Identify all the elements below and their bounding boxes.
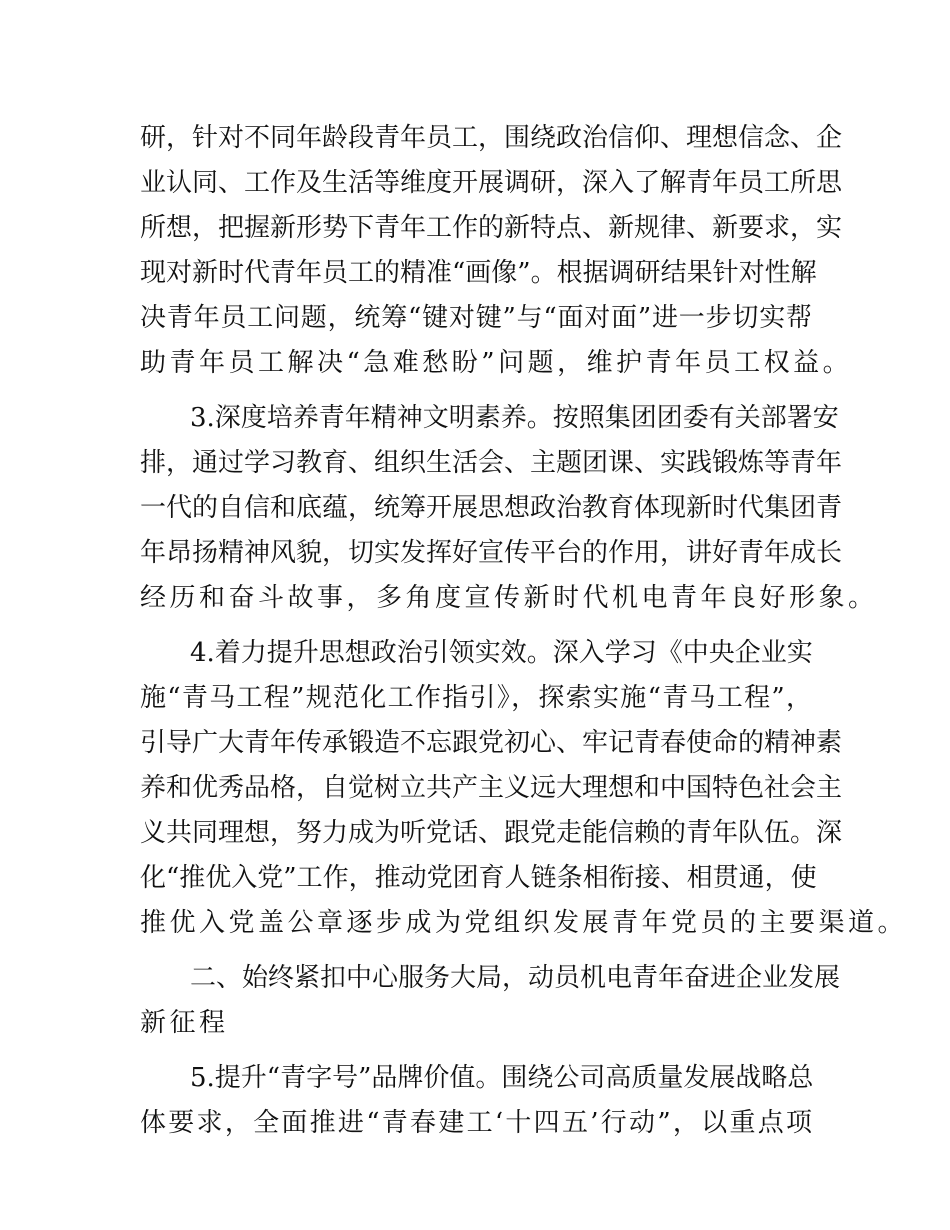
text-line: 经历和奋斗故事，多角度宣传新时代机电青年良好形象。 xyxy=(140,583,878,613)
text-line: 所想，把握新形势下青年工作的新特点、新规律、新要求，实 xyxy=(140,213,843,243)
text-line: 养和优秀品格，自觉树立共产主义远大理想和中国特色社会主 xyxy=(140,773,843,803)
paragraph-heading-line: 4.着力提升思想政治引领实效。深入学习《中央企业实 xyxy=(190,638,813,668)
text-line: 推优入党盖公章逐步成为党组织发展青年党员的主要渠道。 xyxy=(140,908,908,938)
text-line: 助青年员工解决“急难愁盼”问题，维护青年员工权益。 xyxy=(140,348,853,378)
text-line: 年昂扬精神风貌，切实发挥好宣传平台的作用，讲好青年成长 xyxy=(140,538,843,568)
text-line: 决青年员工问题，统筹“键对键”与“面对面”进一步切实帮 xyxy=(140,303,812,333)
text-line: 引导广大青年传承锻造不忘跟党初心、牢记青春使命的精神素 xyxy=(140,728,843,758)
text-line: 排，通过学习教育、组织生活会、主题团课、实践锻炼等青年 xyxy=(140,448,843,478)
text-line: 一代的自信和底蕴，统筹开展思想政治教育体现新时代集团青 xyxy=(140,493,843,523)
text-line: 施“青马工程”规范化工作指引》，探索实施“青马工程”， xyxy=(140,683,812,713)
text-line: 研，针对不同年龄段青年员工，围绕政治信仰、理想信念、企 xyxy=(140,123,843,153)
section-heading-line: 新征程 xyxy=(140,1008,229,1038)
text-line: 化“推优入党”工作，推动党团育人链条相衔接、相贯通，使 xyxy=(140,863,817,893)
text-line: 业认同、工作及生活等维度开展调研，深入了解青年员工所思 xyxy=(140,168,843,198)
paragraph-heading-line: 5.提升“青字号”品牌价值。围绕公司高质量发展战略总 xyxy=(190,1063,814,1093)
text-line: 体要求，全面推进“青春建工‘十四五’行动”，以重点项 xyxy=(140,1108,812,1138)
paragraph-heading-line: 3.深度培养青年精神文明素养。按照集团团委有关部署安 xyxy=(190,403,839,433)
section-heading-line: 二、始终紧扣中心服务大局，动员机电青年奋进企业发展 xyxy=(190,963,841,993)
text-line: 现对新时代青年员工的精准“画像”。根据调研结果针对性解 xyxy=(140,258,817,288)
text-line: 义共同理想，努力成为听党话、跟党走能信赖的青年队伍。深 xyxy=(140,818,843,848)
